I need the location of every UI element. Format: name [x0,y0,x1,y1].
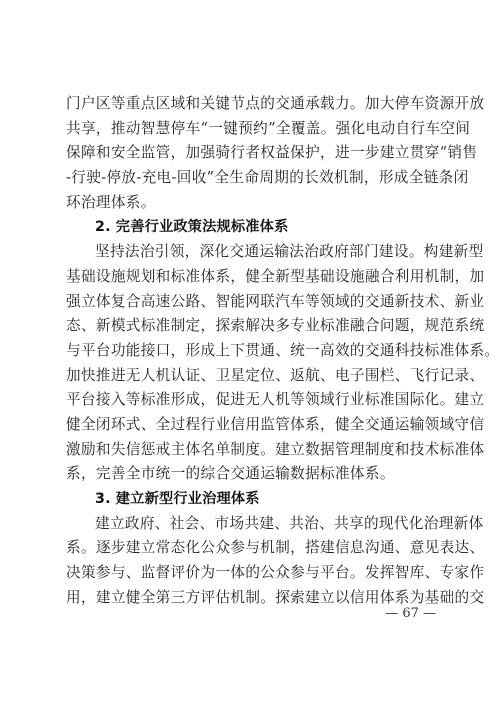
text-line: 加快推进无人机认证、卫星定位、返航、电子围栏、飞行记录、 [66,366,485,384]
text-line: 坚持法治引领，深化交通运输法治政府部门建设。构建新型 [95,243,484,261]
text-line: 门户区等重点区域和关键节点的交通承载力。加大停车资源开放 [66,95,485,112]
text-line: 决策参与、监督评价为一体的公众参与平台。发挥智库、专家作 [66,564,485,582]
section-3-paragraph [66,512,485,611]
text-line: 激励和失信惩戒主体名单制度。建立数据管理制度和技术标准体 [66,440,485,458]
text-line: 与平台功能接口，形成上下贯通、统一高效的交通科技标准体系。 [66,341,500,359]
text-line: 基础设施规划和标准体系，健全新型基础设施融合利用机制，加 [66,267,485,285]
page-number: — 67 — [385,606,436,621]
text-line: -行驶-停放-充电-回收”全生命周期的长效机制，形成全链条闭 [66,169,469,187]
text-line: 建立政府、社会、市场共建、共治、共享的现代化治理新体 [95,514,484,532]
text-line: 保障和安全监管，加强骑行者权益保护，进一步建立贯穿“销售 [66,144,478,162]
text-line: 共享，推动智慧停车“一键预约”全覆盖。强化电动自行车空间 [66,119,471,137]
section-heading-2: 2. 完善行业政策法规标准体系 [95,219,289,236]
text-line: 系。逐步建立常态化公众参与机制，搭建信息沟通、意见表达、 [66,539,485,557]
text-line: 健全闭环式、全过程行业信用监管体系，健全交通运输领域守信 [66,415,485,433]
section-2-paragraph [66,240,500,487]
text-line: 环治理体系。 [66,193,156,211]
text-line: 用，建立健全第三方评估机制。探索建立以信用体系为基础的交 [66,588,485,606]
text-line: 平台接入等标准形成，促进无人机等领域行业标准国际化。建立 [66,391,485,409]
text-line: 态、新模式标准制定，探索解决多专业标准融合问题，规范系统 [66,317,485,335]
text-line: 强立体复合高速公路、智能网联汽车等领域的交通新技术、新业 [66,292,485,310]
body-text [66,92,500,610]
section-heading-3: 3. 建立新型行业治理体系 [95,491,260,507]
text-line: 系，完善全市统一的综合交通运输数据标准体系。 [66,465,395,483]
paragraph-continuation [66,92,485,215]
